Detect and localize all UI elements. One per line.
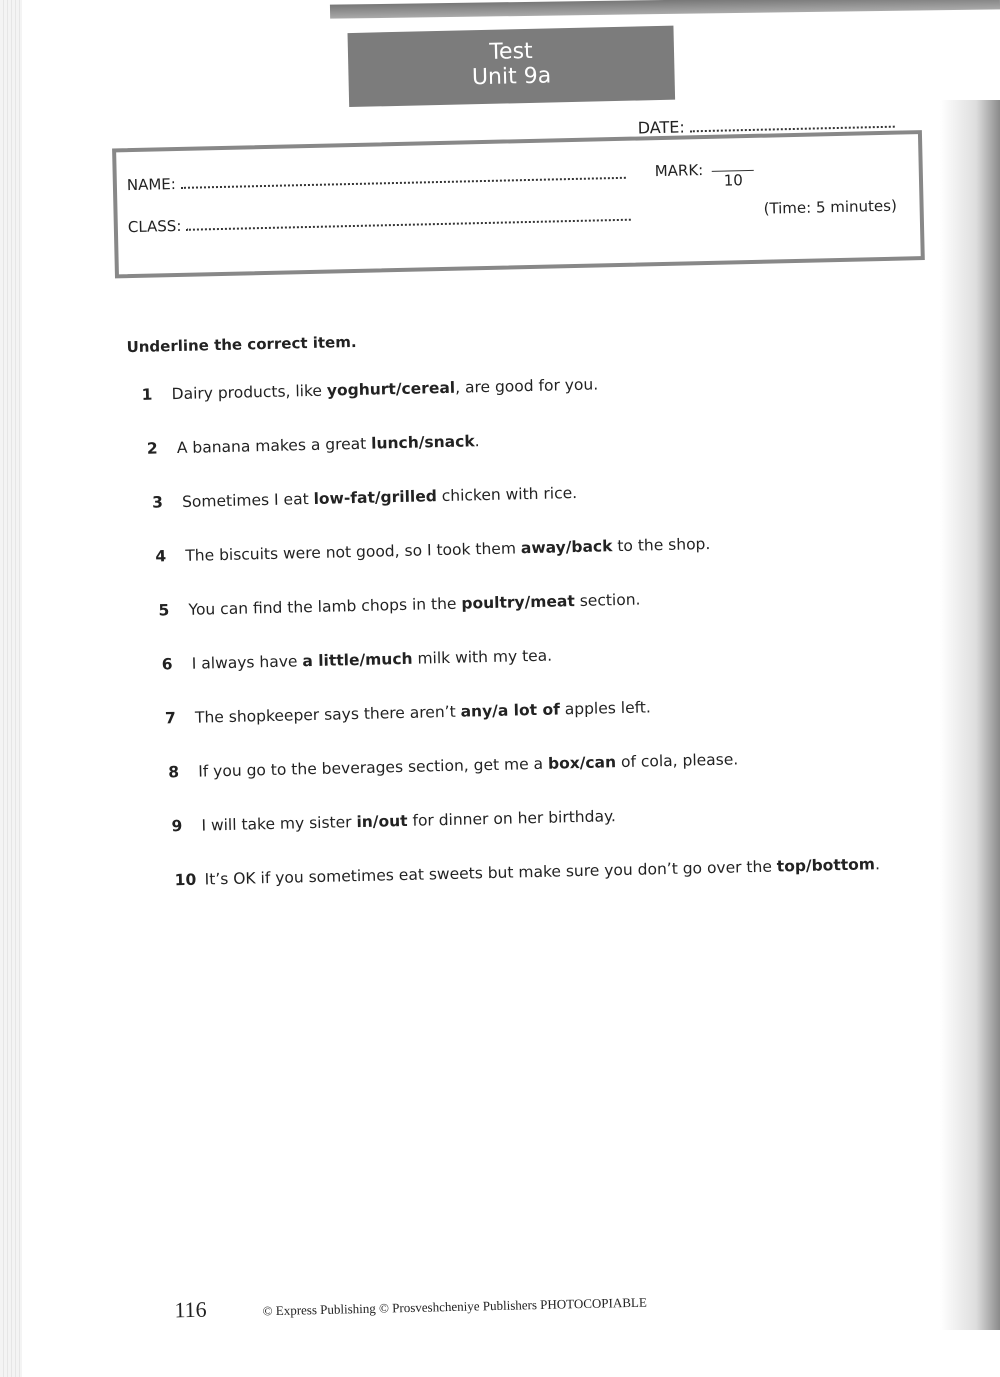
page-number: 116 [174, 1296, 207, 1323]
worksheet-page [15, 0, 965, 1340]
answer-choice[interactable]: away/back [520, 537, 613, 558]
question-text: Dairy products, like [171, 381, 328, 404]
mark-field [655, 160, 755, 191]
question-text: milk with my tea. [412, 646, 553, 668]
question-number: 8 [168, 763, 180, 782]
class-label: CLASS: [127, 216, 182, 237]
name-blank[interactable] [180, 167, 625, 189]
question-number: 10 [174, 870, 197, 890]
class-blank[interactable] [186, 209, 631, 231]
question-text: I always have [191, 652, 303, 673]
answer-choice[interactable]: a little/much [302, 649, 413, 671]
title-unit: Unit 9a [471, 63, 552, 91]
question-number: 4 [155, 547, 167, 566]
date-blank[interactable] [690, 116, 895, 133]
question-number: 6 [161, 655, 173, 674]
answer-choice[interactable]: lunch/snack [370, 432, 475, 453]
question-text: You can find the lamb chops in the [188, 594, 462, 619]
instruction: Underline the correct item. [126, 332, 357, 357]
name-label: NAME: [126, 175, 177, 195]
page-footer [174, 1287, 647, 1324]
answer-choice[interactable]: poultry/meat [461, 592, 576, 613]
student-info-box [112, 130, 925, 278]
question-text: section. [574, 590, 641, 611]
title-test: Test [489, 38, 533, 65]
question-text: . [874, 855, 881, 874]
question-text: The biscuits were not good, so I took them [185, 539, 522, 565]
answer-choice[interactable]: any/a lot of [460, 700, 561, 721]
answer-choice[interactable]: low-fat/grilled [313, 487, 438, 508]
question-text: It’s OK if you sometimes eat sweets but make sure you don’t go over the [204, 857, 778, 889]
question-text: I will take my sister [201, 813, 357, 835]
title-banner [348, 26, 676, 107]
question-text: The shopkeeper says there aren’t [194, 702, 461, 727]
question-text: If you go to the beverages section, get me a [198, 754, 549, 781]
question-text: , are good for you. [454, 375, 599, 397]
question-number: 7 [164, 709, 177, 728]
question-number: 9 [171, 817, 183, 836]
question-text: of cola, please. [615, 750, 739, 772]
answer-choice[interactable]: in/out [356, 811, 408, 832]
question-text: Sometimes I eat [181, 489, 314, 511]
question-number: 2 [146, 439, 158, 458]
question-text: to the shop. [612, 534, 711, 556]
question-list [141, 370, 881, 926]
question-number: 3 [151, 493, 164, 512]
name-field[interactable] [127, 165, 626, 194]
question-text: for dinner on her birthday. [407, 807, 617, 830]
question-text: . [474, 432, 480, 451]
mark-denominator: 10 [723, 171, 743, 190]
question-number: 1 [141, 385, 153, 404]
question-text: chicken with rice. [436, 483, 578, 506]
question-text: apples left. [559, 698, 652, 719]
answer-choice[interactable]: yoghurt/cereal [326, 378, 456, 400]
question-text: A banana makes a great [176, 434, 372, 458]
question-number: 5 [158, 601, 170, 620]
answer-choice[interactable]: top/bottom [776, 855, 876, 876]
mark-label: MARK: [654, 161, 704, 181]
mark-fraction [712, 160, 755, 190]
class-field[interactable] [128, 207, 632, 236]
date-label: DATE: [637, 117, 685, 138]
copyright-notice: © Express Publishing © Prosveshcheniye Publishers PHOTOCOPIABLE [262, 1294, 647, 1319]
time-note: (Time: 5 minutes) [763, 196, 898, 218]
answer-choice[interactable]: box/can [547, 753, 617, 773]
